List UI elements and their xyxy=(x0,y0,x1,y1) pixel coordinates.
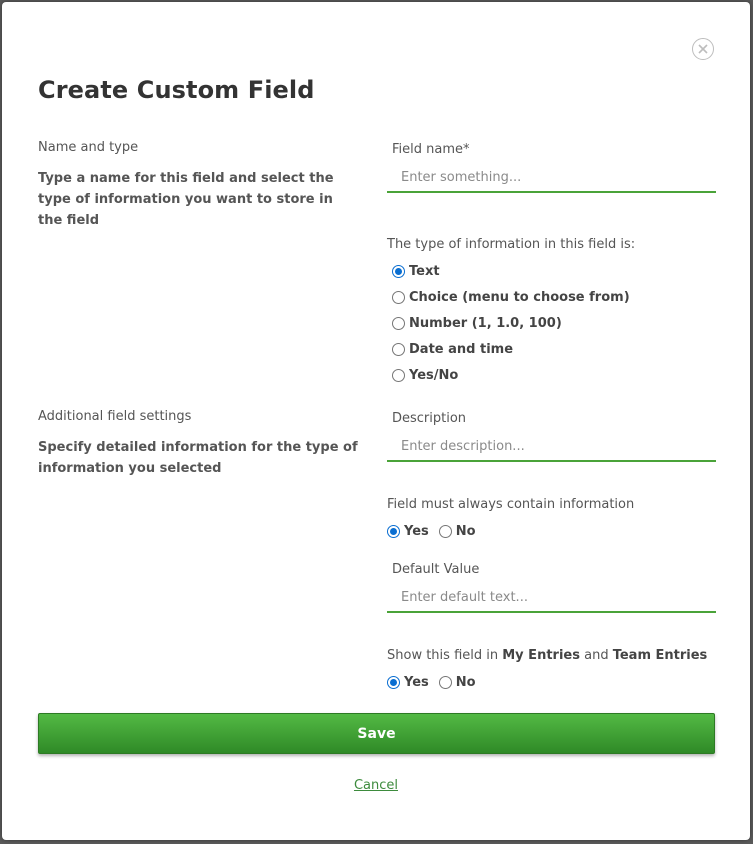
cancel-container xyxy=(2,778,750,793)
field-name-label: Field name* xyxy=(392,142,470,157)
description-input[interactable] xyxy=(387,432,716,462)
cancel-link[interactable]: Cancel xyxy=(353,778,399,793)
radio-button[interactable] xyxy=(392,291,405,304)
required-no[interactable] xyxy=(439,524,476,539)
save-button[interactable]: Save xyxy=(38,713,715,754)
name-section-label: Name and type xyxy=(38,140,139,155)
required-radio-group xyxy=(387,524,486,539)
type-option-choice[interactable] xyxy=(392,290,630,305)
default-value-label: Default Value xyxy=(392,562,480,577)
settings-section-description: Specify detailed information for the type of information you selected xyxy=(38,440,358,476)
radio-button[interactable] xyxy=(387,676,400,689)
type-option-number[interactable] xyxy=(392,316,562,331)
my-entries-text: My Entries xyxy=(502,648,580,663)
and-text: and xyxy=(584,648,609,663)
show-field-radio-group xyxy=(387,675,486,690)
show-field-yes[interactable] xyxy=(387,675,429,690)
type-option-yesno[interactable] xyxy=(392,368,458,383)
default-value-input[interactable] xyxy=(387,583,716,613)
required-yes-label: Yes xyxy=(404,524,429,539)
name-section-description: Type a name for this field and select the type of information you want to store in the field xyxy=(38,171,334,228)
required-no-label: No xyxy=(455,524,476,539)
create-custom-field-dialog xyxy=(2,2,750,840)
type-option-label: Yes/No xyxy=(409,368,459,383)
show-field-prefix: Show this field in xyxy=(387,648,499,663)
radio-button[interactable] xyxy=(392,317,405,330)
show-field-yes-label: Yes xyxy=(404,675,429,690)
show-field-no[interactable] xyxy=(439,675,476,690)
radio-button[interactable] xyxy=(387,525,400,538)
type-option-date[interactable] xyxy=(392,342,513,357)
field-type-label: The type of information in this field is: xyxy=(387,237,636,252)
type-option-text[interactable] xyxy=(392,264,440,279)
radio-button[interactable] xyxy=(392,369,405,382)
team-entries-text: Team Entries xyxy=(612,648,708,663)
dialog-title: Create Custom Field xyxy=(38,76,315,104)
required-label: Field must always contain information xyxy=(387,497,635,512)
radio-button[interactable] xyxy=(392,265,405,278)
type-option-label: Choice (menu to choose from) xyxy=(409,290,630,305)
radio-button[interactable] xyxy=(392,343,405,356)
close-button[interactable] xyxy=(692,38,714,60)
radio-button[interactable] xyxy=(439,676,452,689)
field-name-input[interactable] xyxy=(387,163,716,193)
show-field-no-label: No xyxy=(455,675,476,690)
radio-button[interactable] xyxy=(439,525,452,538)
description-label: Description xyxy=(392,411,467,426)
show-field-label xyxy=(387,648,707,663)
type-option-label: Date and time xyxy=(409,342,514,357)
type-option-label: Number (1, 1.0, 100) xyxy=(409,316,562,331)
close-icon xyxy=(697,43,709,55)
type-option-label: Text xyxy=(409,264,440,279)
required-yes[interactable] xyxy=(387,524,429,539)
settings-section-label: Additional field settings xyxy=(38,409,192,424)
